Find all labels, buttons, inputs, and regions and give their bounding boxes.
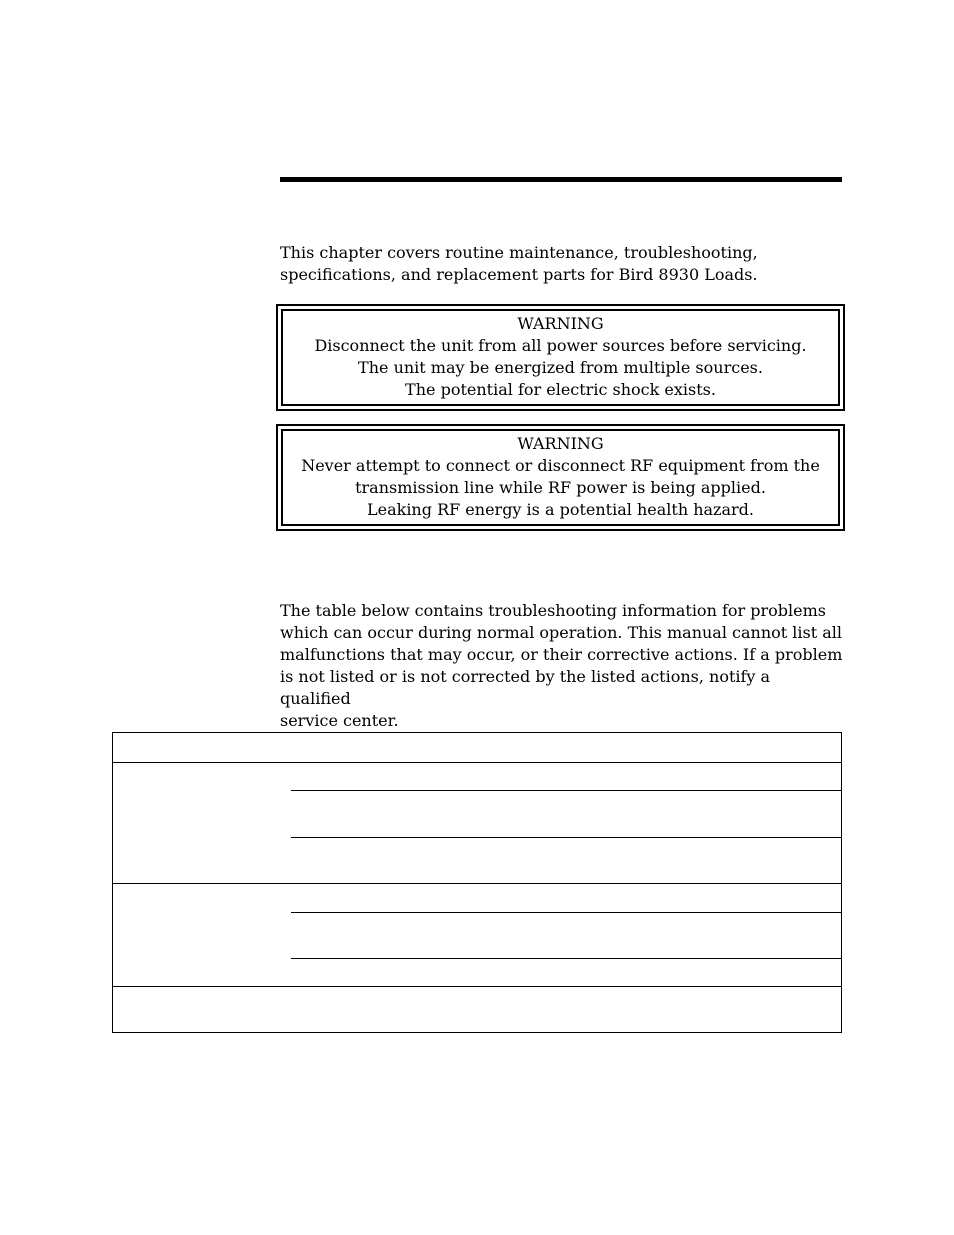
- table-cell: [291, 987, 842, 1033]
- warning-title: WARNING: [517, 434, 604, 453]
- table-cell: [291, 884, 842, 913]
- warning-box-inner: [281, 429, 840, 526]
- table-header-row: [113, 733, 842, 763]
- warning-box-inner: [281, 309, 840, 406]
- table-row: [113, 884, 842, 913]
- warning-line: Disconnect the unit from all power sources before servicing.: [314, 336, 807, 355]
- warning-box-rf: [276, 424, 845, 531]
- warning-box-power: [276, 304, 845, 411]
- troubleshooting-line: The table below contains troubleshooting information for problems: [280, 601, 826, 620]
- table-row: [113, 987, 842, 1033]
- warning-line: Never attempt to connect or disconnect RF equipment from the: [301, 456, 820, 475]
- table-cell: [113, 733, 292, 763]
- table-cell: [291, 763, 842, 791]
- warning-line: Leaking RF energy is a potential health hazard.: [366, 500, 754, 519]
- troubleshooting-line: is not listed or is not corrected by the listed actions, notify a qualified: [280, 667, 771, 708]
- troubleshooting-line: malfunctions that may occur, or their corrective actions. If a problem: [280, 645, 843, 664]
- warning-line: transmission line while RF power is being applied.: [355, 478, 766, 497]
- warning-line: The potential for electric shock exists.: [405, 380, 716, 399]
- chapter-title-rule: [280, 177, 842, 182]
- troubleshooting-table: [112, 732, 842, 1033]
- intro-line: specifications, and replacement parts for Bird 8930 Loads.: [280, 265, 758, 284]
- table-cell: [291, 959, 842, 987]
- warning-title: WARNING: [517, 314, 604, 333]
- table-cell: [113, 884, 292, 987]
- table-cell: [291, 913, 842, 959]
- table-cell: [113, 987, 292, 1033]
- table-cell: [113, 763, 292, 884]
- table-cell: [291, 791, 842, 838]
- table-row: [113, 763, 842, 791]
- troubleshooting-line: which can occur during normal operation. This manual cannot list all: [280, 623, 843, 642]
- intro-line: This chapter covers routine maintenance, troubleshooting,: [280, 243, 758, 262]
- warning-line: The unit may be energized from multiple sources.: [358, 358, 763, 377]
- troubleshooting-intro-paragraph: [280, 600, 845, 732]
- troubleshooting-line: service center.: [280, 711, 399, 730]
- chapter-intro-paragraph: [280, 242, 845, 286]
- table-cell: [291, 733, 842, 763]
- table-cell: [291, 838, 842, 884]
